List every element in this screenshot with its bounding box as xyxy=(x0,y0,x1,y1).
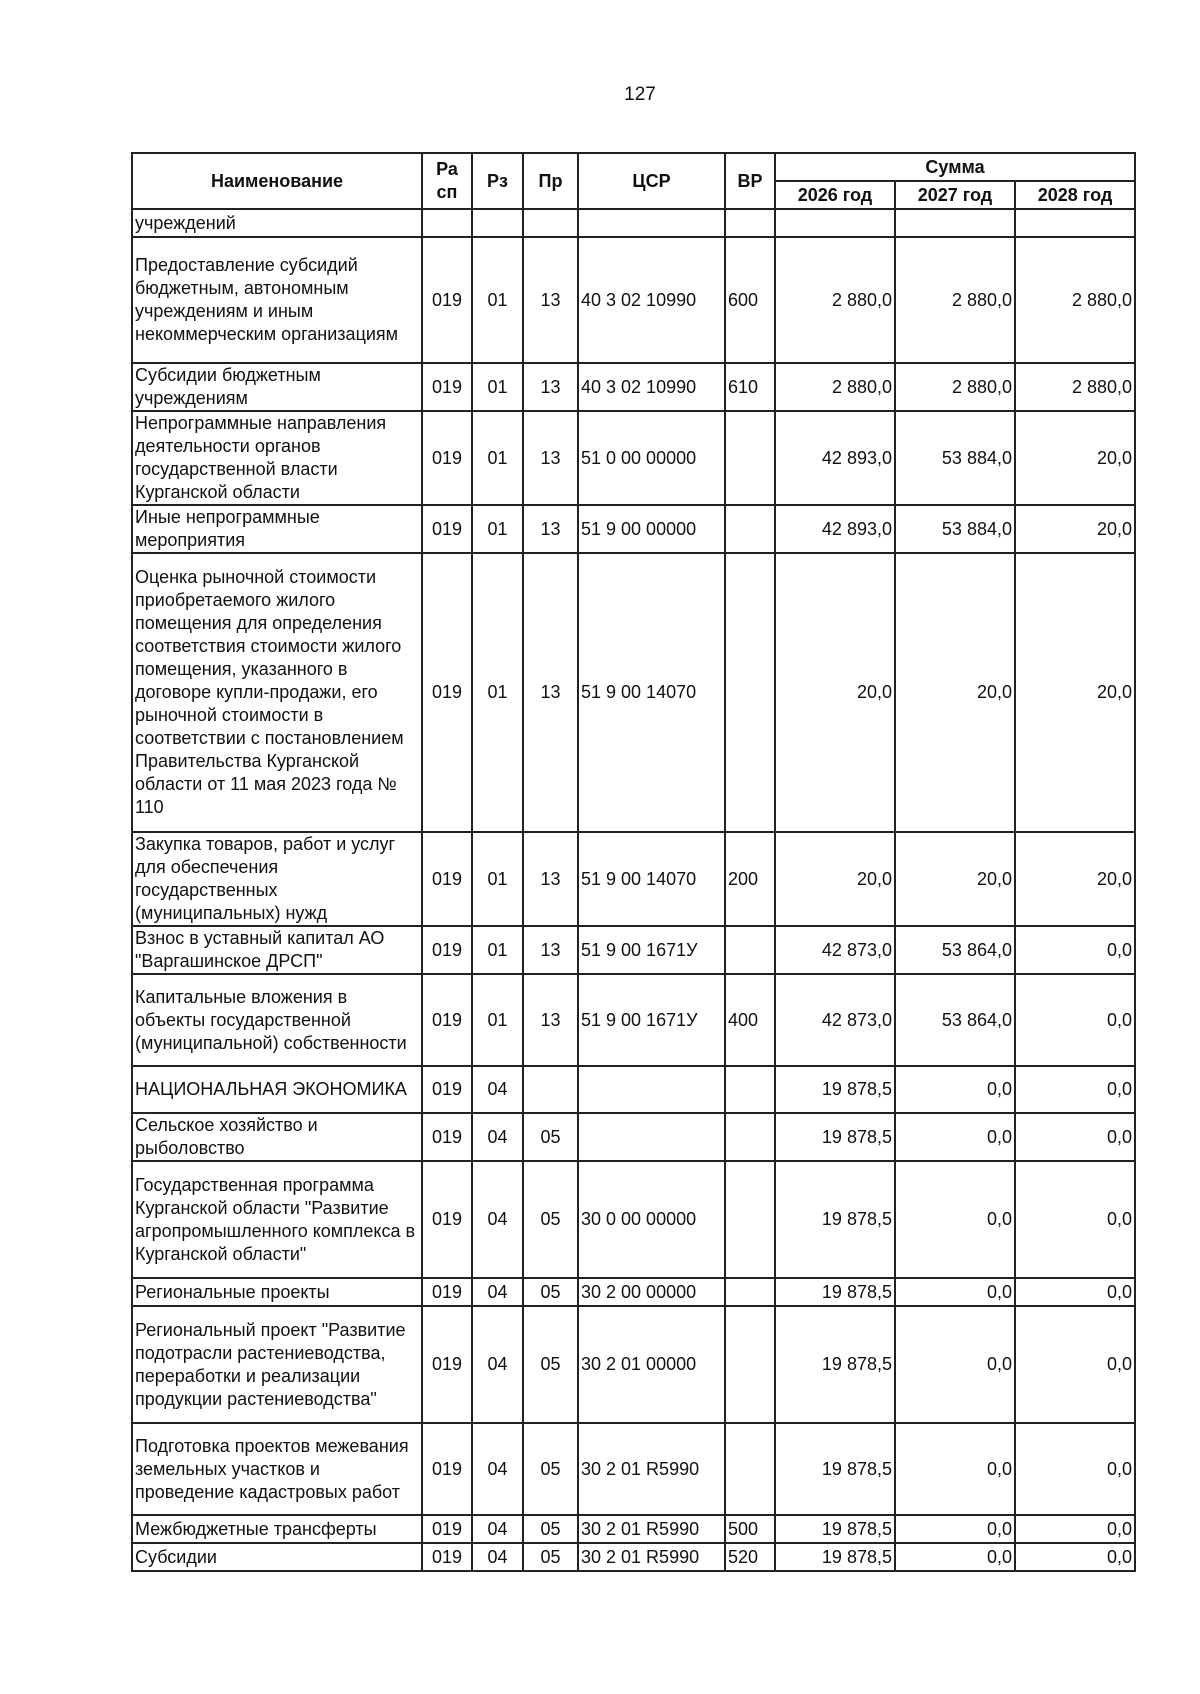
header-rz: Рз xyxy=(472,153,523,209)
row-rz: 04 xyxy=(472,1066,523,1113)
row-2026: 2 880,0 xyxy=(775,237,895,363)
row-2027: 2 880,0 xyxy=(895,363,1015,411)
table-row xyxy=(132,363,1135,411)
row-name: Субсидии бюджетным учреждениям xyxy=(132,363,422,411)
row-rz: 04 xyxy=(472,1423,523,1515)
row-2026: 19 878,5 xyxy=(775,1306,895,1423)
row-2026: 19 878,5 xyxy=(775,1161,895,1278)
row-2028: 0,0 xyxy=(1015,1161,1135,1278)
table-row xyxy=(132,553,1135,832)
header-rasp: Ра сп xyxy=(422,153,472,209)
row-vr: 200 xyxy=(725,832,775,926)
row-name: Капитальные вложения в объекты государственной (муниципальной) собственности xyxy=(132,974,422,1066)
row-pr: 13 xyxy=(523,411,578,505)
row-2028: 0,0 xyxy=(1015,1306,1135,1423)
row-2026 xyxy=(775,209,895,237)
row-vr xyxy=(725,411,775,505)
row-rz: 01 xyxy=(472,974,523,1066)
row-csr: 30 0 00 00000 xyxy=(578,1161,725,1278)
row-rz: 04 xyxy=(472,1161,523,1278)
row-vr xyxy=(725,1278,775,1306)
table-row xyxy=(132,505,1135,553)
row-2027: 53 884,0 xyxy=(895,411,1015,505)
row-2026: 42 893,0 xyxy=(775,505,895,553)
row-csr: 51 9 00 1671У xyxy=(578,974,725,1066)
table-row xyxy=(132,832,1135,926)
row-csr: 30 2 01 R5990 xyxy=(578,1515,725,1543)
row-vr xyxy=(725,926,775,974)
row-2028: 0,0 xyxy=(1015,974,1135,1066)
row-pr: 13 xyxy=(523,832,578,926)
row-2027: 53 864,0 xyxy=(895,974,1015,1066)
table-row xyxy=(132,1161,1135,1278)
row-vr xyxy=(725,209,775,237)
row-vr xyxy=(725,1161,775,1278)
row-rasp: 019 xyxy=(422,1543,472,1571)
row-rasp: 019 xyxy=(422,1113,472,1161)
row-csr xyxy=(578,1066,725,1113)
row-csr: 40 3 02 10990 xyxy=(578,363,725,411)
row-csr: 51 9 00 1671У xyxy=(578,926,725,974)
row-name: Подготовка проектов межевания земельных участков и проведение кадастровых работ xyxy=(132,1423,422,1515)
table-row xyxy=(132,926,1135,974)
row-csr: 51 9 00 14070 xyxy=(578,832,725,926)
row-rz: 04 xyxy=(472,1306,523,1423)
row-2028: 0,0 xyxy=(1015,1278,1135,1306)
row-name: Сельское хозяйство и рыболовство xyxy=(132,1113,422,1161)
row-pr: 05 xyxy=(523,1543,578,1571)
row-2026: 42 873,0 xyxy=(775,974,895,1066)
row-name: Взнос в уставный капитал АО "Варгашинское ДРСП" xyxy=(132,926,422,974)
header-sum: Сумма xyxy=(775,153,1135,181)
row-name: Закупка товаров, работ и услуг для обеспечения государственных (муниципальных) нужд xyxy=(132,832,422,926)
row-2027: 0,0 xyxy=(895,1066,1015,1113)
row-rz: 04 xyxy=(472,1515,523,1543)
row-2026: 19 878,5 xyxy=(775,1423,895,1515)
row-rasp: 019 xyxy=(422,1161,472,1278)
header-pr: Пр xyxy=(523,153,578,209)
row-csr: 51 0 00 00000 xyxy=(578,411,725,505)
row-rasp: 019 xyxy=(422,1306,472,1423)
row-2026: 2 880,0 xyxy=(775,363,895,411)
row-csr: 40 3 02 10990 xyxy=(578,237,725,363)
row-2027: 53 864,0 xyxy=(895,926,1015,974)
row-rz xyxy=(472,209,523,237)
row-name: Субсидии xyxy=(132,1543,422,1571)
row-2028: 20,0 xyxy=(1015,832,1135,926)
row-pr: 13 xyxy=(523,926,578,974)
row-2027: 0,0 xyxy=(895,1278,1015,1306)
row-2027: 0,0 xyxy=(895,1423,1015,1515)
row-2027: 53 884,0 xyxy=(895,505,1015,553)
row-pr: 05 xyxy=(523,1113,578,1161)
row-2027 xyxy=(895,209,1015,237)
row-2026: 42 873,0 xyxy=(775,926,895,974)
row-2028: 0,0 xyxy=(1015,1423,1135,1515)
row-pr: 13 xyxy=(523,974,578,1066)
row-rasp: 019 xyxy=(422,832,472,926)
row-rz: 04 xyxy=(472,1278,523,1306)
table-header xyxy=(132,153,1135,209)
row-2027: 0,0 xyxy=(895,1306,1015,1423)
row-2026: 20,0 xyxy=(775,553,895,832)
header-csr: ЦСР xyxy=(578,153,725,209)
table-row xyxy=(132,974,1135,1066)
budget-table xyxy=(131,152,1136,1572)
row-2028: 20,0 xyxy=(1015,505,1135,553)
row-2028: 0,0 xyxy=(1015,926,1135,974)
row-rasp: 019 xyxy=(422,505,472,553)
row-rasp: 019 xyxy=(422,363,472,411)
row-rasp: 019 xyxy=(422,1278,472,1306)
table-row xyxy=(132,1066,1135,1113)
row-name: учреждений xyxy=(132,209,422,237)
header-year-2028: 2028 год xyxy=(1015,181,1135,209)
row-pr: 13 xyxy=(523,553,578,832)
row-rz: 01 xyxy=(472,237,523,363)
row-pr: 13 xyxy=(523,237,578,363)
row-rz: 04 xyxy=(472,1113,523,1161)
row-2028: 2 880,0 xyxy=(1015,237,1135,363)
row-rz: 01 xyxy=(472,411,523,505)
table-row xyxy=(132,1543,1135,1571)
row-csr xyxy=(578,209,725,237)
row-2027: 0,0 xyxy=(895,1161,1015,1278)
row-rasp: 019 xyxy=(422,1066,472,1113)
row-csr xyxy=(578,1113,725,1161)
row-pr xyxy=(523,209,578,237)
row-vr xyxy=(725,505,775,553)
row-2026: 20,0 xyxy=(775,832,895,926)
table-row xyxy=(132,1278,1135,1306)
table-row xyxy=(132,1423,1135,1515)
row-name: Региональный проект "Развитие подотрасли растениеводства, переработки и реализации продукции растениеводства" xyxy=(132,1306,422,1423)
row-pr: 05 xyxy=(523,1515,578,1543)
row-2026: 19 878,5 xyxy=(775,1515,895,1543)
table-row xyxy=(132,1306,1135,1423)
row-2028: 2 880,0 xyxy=(1015,363,1135,411)
row-name: НАЦИОНАЛЬНАЯ ЭКОНОМИКА xyxy=(132,1066,422,1113)
row-rz: 01 xyxy=(472,832,523,926)
row-pr: 05 xyxy=(523,1161,578,1278)
header-year-2026: 2026 год xyxy=(775,181,895,209)
row-2027: 20,0 xyxy=(895,832,1015,926)
row-name: Предоставление субсидий бюджетным, автономным учреждениям и иным некоммерческим организациям xyxy=(132,237,422,363)
row-2027: 0,0 xyxy=(895,1543,1015,1571)
table-row xyxy=(132,411,1135,505)
table-body xyxy=(132,209,1135,1571)
row-2027: 20,0 xyxy=(895,553,1015,832)
row-vr: 610 xyxy=(725,363,775,411)
header-year-2027: 2027 год xyxy=(895,181,1015,209)
row-2028: 20,0 xyxy=(1015,411,1135,505)
row-rasp: 019 xyxy=(422,1515,472,1543)
table-row xyxy=(132,1515,1135,1543)
row-name: Региональные проекты xyxy=(132,1278,422,1306)
row-2028: 0,0 xyxy=(1015,1515,1135,1543)
row-2026: 19 878,5 xyxy=(775,1113,895,1161)
row-2028: 0,0 xyxy=(1015,1066,1135,1113)
row-2027: 0,0 xyxy=(895,1515,1015,1543)
row-2027: 2 880,0 xyxy=(895,237,1015,363)
row-2026: 19 878,5 xyxy=(775,1278,895,1306)
row-pr: 13 xyxy=(523,363,578,411)
row-pr: 05 xyxy=(523,1278,578,1306)
row-rasp: 019 xyxy=(422,411,472,505)
row-rz: 04 xyxy=(472,1543,523,1571)
row-rasp: 019 xyxy=(422,553,472,832)
table-row xyxy=(132,237,1135,363)
page-number: 127 xyxy=(624,84,656,105)
row-vr xyxy=(725,1306,775,1423)
row-name: Оценка рыночной стоимости приобретаемого жилого помещения для определения соответствия стоимости жилого помещения, указанного в договоре купли-продажи, его рыночной стоимости в соответствии с постановлением Правительства Курганской области от 11 мая 2023 года № 110 xyxy=(132,553,422,832)
row-2026: 19 878,5 xyxy=(775,1543,895,1571)
table-row xyxy=(132,1113,1135,1161)
row-vr xyxy=(725,553,775,832)
row-rasp: 019 xyxy=(422,974,472,1066)
row-vr: 600 xyxy=(725,237,775,363)
row-csr: 30 2 00 00000 xyxy=(578,1278,725,1306)
row-vr: 500 xyxy=(725,1515,775,1543)
row-csr: 51 9 00 00000 xyxy=(578,505,725,553)
row-rz: 01 xyxy=(472,926,523,974)
table-row xyxy=(132,209,1135,237)
row-2026: 19 878,5 xyxy=(775,1066,895,1113)
row-2026: 42 893,0 xyxy=(775,411,895,505)
row-2027: 0,0 xyxy=(895,1113,1015,1161)
header-vr: ВР xyxy=(725,153,775,209)
row-2028: 20,0 xyxy=(1015,553,1135,832)
row-name: Иные непрограммные мероприятия xyxy=(132,505,422,553)
row-name: Межбюджетные трансферты xyxy=(132,1515,422,1543)
row-2028 xyxy=(1015,209,1135,237)
row-rasp: 019 xyxy=(422,237,472,363)
row-rz: 01 xyxy=(472,553,523,832)
row-pr: 13 xyxy=(523,505,578,553)
row-name: Непрограммные направления деятельности органов государственной власти Курганской области xyxy=(132,411,422,505)
row-pr: 05 xyxy=(523,1306,578,1423)
row-2028: 0,0 xyxy=(1015,1113,1135,1161)
row-rz: 01 xyxy=(472,363,523,411)
row-vr xyxy=(725,1423,775,1515)
row-pr xyxy=(523,1066,578,1113)
row-rasp: 019 xyxy=(422,926,472,974)
header-name: Наименование xyxy=(132,153,422,209)
row-rz: 01 xyxy=(472,505,523,553)
row-2028: 0,0 xyxy=(1015,1543,1135,1571)
row-csr: 30 2 01 R5990 xyxy=(578,1423,725,1515)
row-csr: 30 2 01 00000 xyxy=(578,1306,725,1423)
row-rasp xyxy=(422,209,472,237)
row-vr xyxy=(725,1066,775,1113)
row-vr: 400 xyxy=(725,974,775,1066)
row-pr: 05 xyxy=(523,1423,578,1515)
row-vr: 520 xyxy=(725,1543,775,1571)
row-name: Государственная программа Курганской области "Развитие агропромышленного комплекса в Курганской области" xyxy=(132,1161,422,1278)
row-vr xyxy=(725,1113,775,1161)
row-rasp: 019 xyxy=(422,1423,472,1515)
row-csr: 30 2 01 R5990 xyxy=(578,1543,725,1571)
row-csr: 51 9 00 14070 xyxy=(578,553,725,832)
